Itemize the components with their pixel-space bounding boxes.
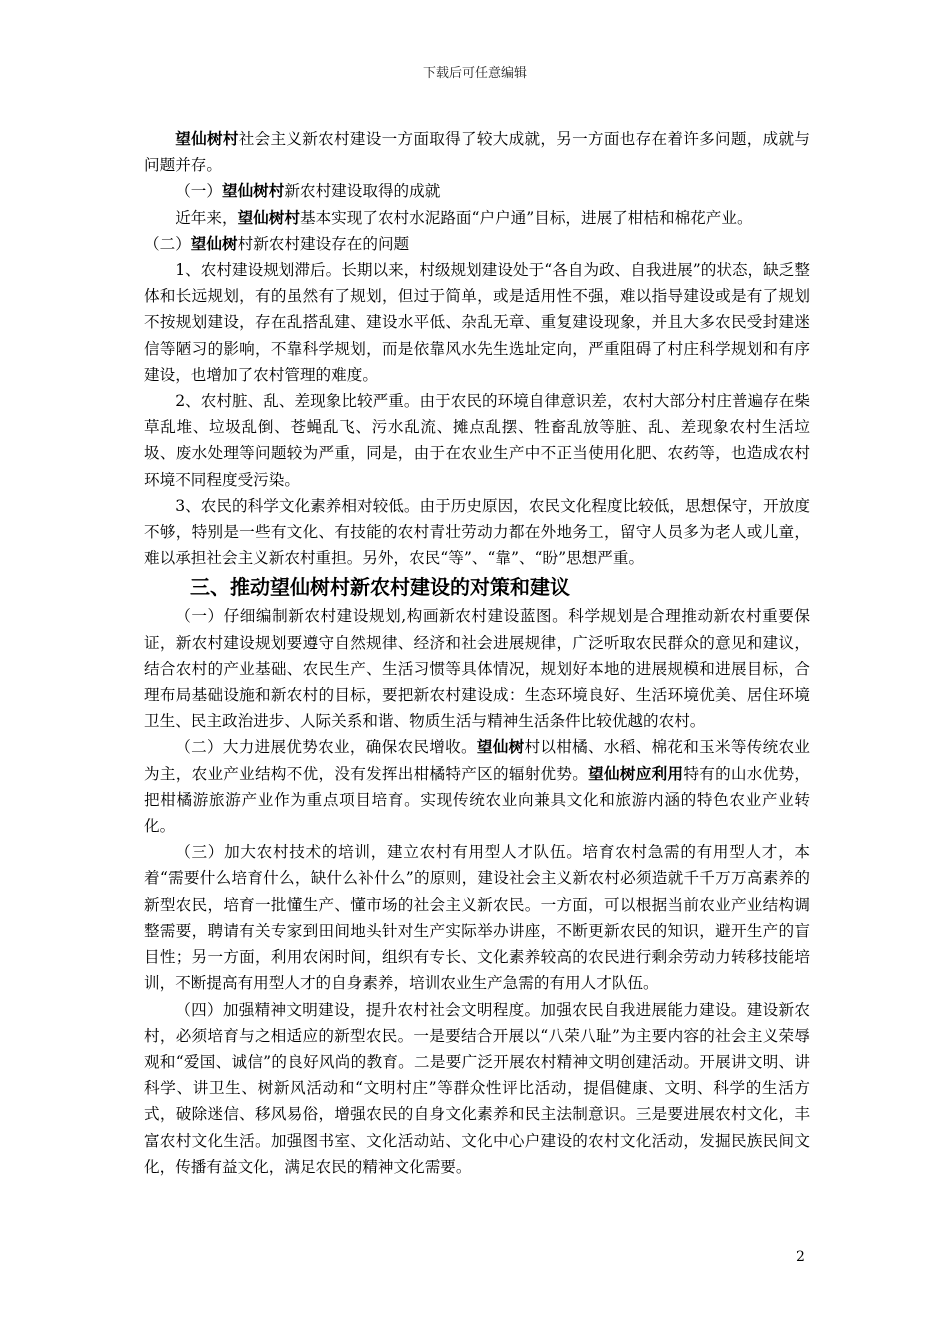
- village-name: 望仙树村: [221, 182, 285, 201]
- subheading-text: 村新农村建设存在的问题: [237, 234, 410, 253]
- emphasis-text: 望仙树应利用: [588, 764, 684, 783]
- paragraph-suggestion-1: （一）仔细编制新农村建设规划,构画新农村建设蓝图。科学规划是合理推动新农村重要保证，新农村建设规划要遵守自然规律、经济和社会进展规律，广泛听取农民群众的意见和建议，结合农村的产业基础、农民生产、生活习惯等具体情况，规划好本地的进展规模和进展目标，合理布局基础设施和新农村的目标，要把新农村建设成：生态环境良好、生活环境优美、居住环境卫生、民主政治进步、人际关系和谐、物质生活与精神生活条件比较优越的农村。: [144, 607, 810, 731]
- paragraph-text: 村以柑橘、水稻、棉花和玉米等传统农业为主，农业产业结构不优，没有发挥出柑橘特产区的辐射优势。: [144, 738, 810, 783]
- paragraph-text: 基本实现了农村水泥路面“户户通”目标，进展了柑桔和棉花产业。: [299, 208, 753, 227]
- paragraph-recent: [144, 205, 810, 231]
- paragraph-suggestion-4: （四）加强精神文明建设，提升农村社会文明程度。加强农民自我进展能力建设。建设新农村，必须培育与之相适应的新型农民。一是要结合开展以“八荣八耻”为主要内容的社会主义荣辱观和“爱国、诚信”的良好风尚的教育。二是要广泛开展农村精神文明创建活动。开展讲文明、讲科学、讲卫生、树新风活动和“文明村庄”等群众性评比活动，提倡健康、文明、科学的生活方式，破除迷信、移风易俗，增强农民的自身文化素养和民主法制意识。三是要进展农村文化，丰富农村文化生活。加强图书室、文化活动站、文化中心户建设的农村文化活动，发掘民族民间文化，传播有益文化，满足农民的精神文化需要。: [144, 1000, 810, 1176]
- paragraph-suggestion-2: [144, 734, 810, 839]
- paragraph-problem-2: 2、农村脏、乱、差现象比较严重。由于农民的环境自律意识差，农村大部分村庄普遍存在柴草乱堆、垃圾乱倒、苍蝇乱飞、污水乱流、摊点乱摆、牲畜乱放等脏、乱、差现象农村生活垃圾、废水处理等问题较为严重，同是，由于在农业生产中不正当使用化肥、农药等，也造成农村环境不同程度受污染。: [144, 392, 810, 489]
- paragraph-problem-3: 3、农民的科学文化素养相对较低。由于历史原因，农民文化程度比较低，思想保守，开放度不够，特别是一些有文化、有技能的农村青壮劳动力都在外地务工，留守人员多为老人或儿童，难以承担社会主义新农村重担。另外，农民“等”、“靠”、“盼”思想严重。: [144, 496, 810, 568]
- page-number: 2: [796, 1249, 805, 1265]
- paragraph-suggestion-3: （三）加大农村技术的培训，建立农村有用型人才队伍。培育农村急需的有用型人才，本着“需要什么培育什么，缺什么补什么”的原则，建设社会主义新农村必须造就千千万万高素养的新型农民，培育一批懂生产、懂市场的社会主义新农民。一方面，可以根据当前农业产业结构调整需要，聘请有关专家到田间地头针对生产实际举办讲座，不断更新农民的知识，避开生产的盲目性；另一方面，利用农闲时间，组织有专长、文化素养较高的农民进行剩余劳动力转移技能培训，不断提高有用型人才的自身素养，培训农业生产急需的有用人才队伍。: [144, 843, 810, 993]
- section-heading: 三、推动望仙树村新农村建设的对策和建议: [190, 575, 570, 600]
- subheading-problems: [144, 231, 810, 257]
- subheading-prefix: （一）: [175, 182, 222, 201]
- paragraph-text: 特有的山水优势，把柑橘游旅游产业作为重点项目培育。实现传统农业向兼具文化和旅游内涵的特色农业产业转化。: [144, 764, 810, 836]
- village-name: 望仙树村: [175, 130, 239, 148]
- subheading-prefix: （二）: [144, 234, 191, 253]
- village-name: 望仙树村: [237, 208, 300, 227]
- page-header: 下载后可任意编辑: [422, 66, 527, 81]
- subheading-text: 新农村建设取得的成就: [284, 182, 441, 201]
- paragraph-text: （二）大力进展优势农业，确保农民增收。: [175, 738, 477, 757]
- paragraph-problem-1: 1、农村建设规划滞后。长期以来，村级规划建设处于“各自为政、自我进展”的状态，缺乏整体和长远规划，有的虽然有了规划，但过于简单，或是适用性不强，难以指导建设或是有了规划不按规划建设，存在乱搭乱建、建设水平低、杂乱无章、重复建设现象，并且大多农民受封建迷信等陋习的影响，不靠科学规划，而是依靠风水先生选址定向，严重阻碍了村庄科学规划和有序建设，也增加了农村管理的难度。: [144, 261, 810, 384]
- paragraph-lead: 近年来，: [175, 208, 238, 227]
- paragraph-intro: [144, 126, 810, 178]
- document-body: [144, 126, 810, 1180]
- paragraph-text: 社会主义新农村建设一方面取得了较大成就，另一方面也存在着许多问题，成就与问题并存。: [144, 130, 810, 175]
- subheading-achievements: [144, 178, 810, 204]
- village-name: 望仙树: [476, 738, 525, 757]
- village-name: 望仙树: [190, 234, 238, 253]
